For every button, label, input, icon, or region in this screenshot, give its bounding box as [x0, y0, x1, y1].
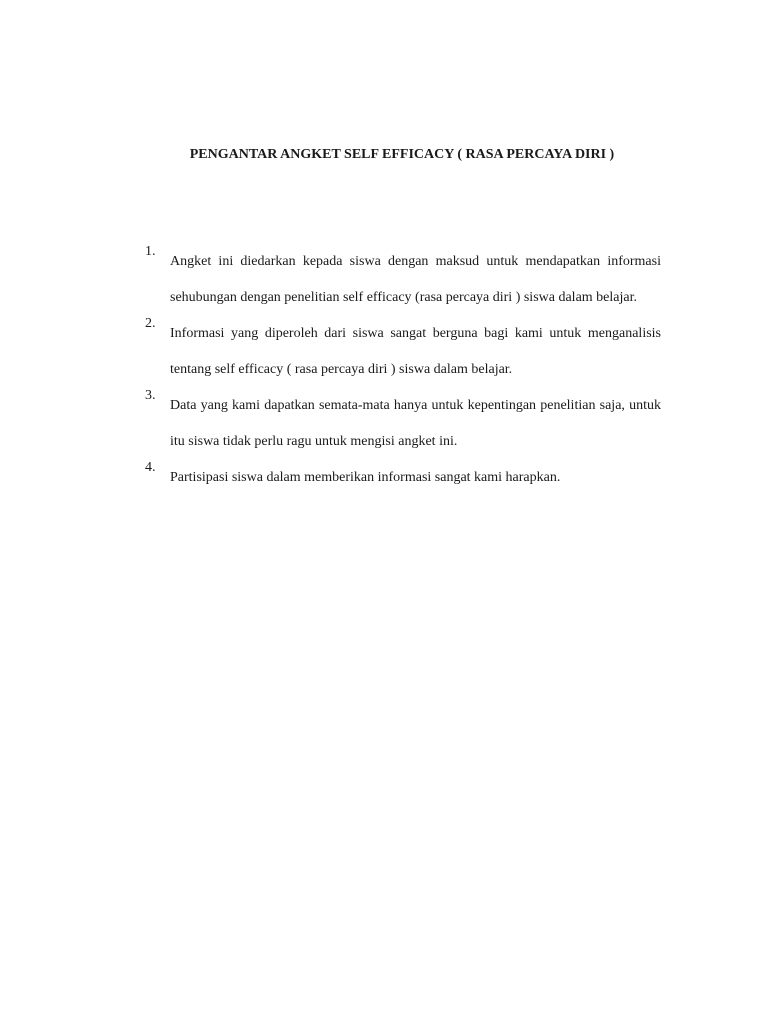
- list-item-3: [145, 388, 661, 460]
- document-title: PENGANTAR ANGKET SELF EFFICACY ( RASA PERCAYA DIRI ): [189, 147, 615, 162]
- list-item-text: Data yang kami dapatkan semata-mata hanya untuk kepentingan penelitian saja, untuk itu siswa tidak perlu ragu untuk mengisi angket ini.: [170, 398, 661, 449]
- instruction-list: [145, 244, 661, 496]
- list-item-1: [145, 244, 661, 316]
- list-item-number: 3.: [145, 388, 156, 403]
- list-item-text: Partisipasi siswa dalam memberikan informasi sangat kami harapkan.: [170, 470, 561, 485]
- list-item-text: Angket ini diedarkan kepada siswa dengan maksud untuk mendapatkan informasi sehubungan dengan penelitian self efficacy (rasa percaya diri ) siswa dalam belajar.: [170, 254, 661, 305]
- list-item-number: 1.: [145, 244, 156, 259]
- list-item-4: [145, 460, 661, 496]
- list-item-number: 4.: [145, 460, 156, 475]
- list-item-text: Informasi yang diperoleh dari siswa sangat berguna bagi kami untuk menganalisis tentang self efficacy ( rasa percaya diri ) siswa dalam belajar.: [170, 326, 661, 377]
- list-item-number: 2.: [145, 316, 156, 331]
- list-item-2: [145, 316, 661, 388]
